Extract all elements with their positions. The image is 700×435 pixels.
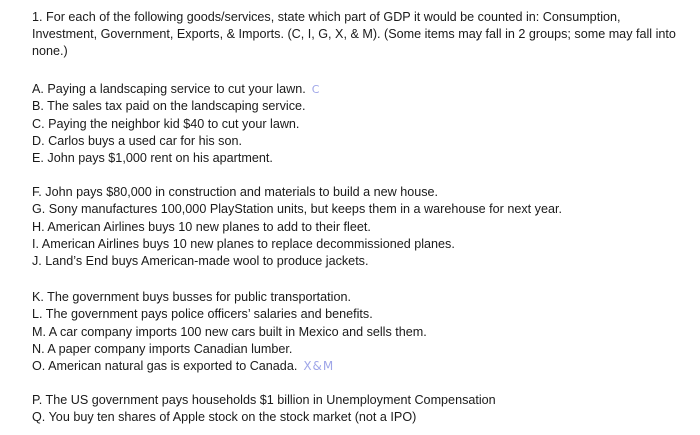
item-text: N. A paper company imports Canadian lumber. (32, 341, 293, 356)
item-group-k-o (32, 289, 427, 375)
item-text: L. The government pays police officers’ salaries and benefits. (32, 307, 373, 322)
item-text: F. John pays $80,000 in construction and materials to build a new house. (32, 185, 439, 199)
item-text: H. American Airlines buys 10 new planes to add to their fleet. (32, 219, 371, 234)
list-item (32, 358, 427, 375)
list-item (32, 201, 562, 218)
list-item (32, 219, 562, 236)
list-item (32, 253, 562, 270)
list-item (32, 392, 496, 409)
item-text: D. Carlos buys a used car for his son. (32, 133, 242, 148)
list-item (32, 324, 427, 341)
item-text: Q. You buy ten shares of Apple stock on the stock market (not a IPO) (32, 410, 417, 425)
list-item (32, 116, 319, 133)
handwritten-annotation: C (311, 83, 320, 96)
list-item (32, 98, 319, 115)
item-text: K. The government buys busses for public transportation. (32, 290, 351, 304)
list-item (32, 341, 427, 358)
item-text: I. American Airlines buys 10 new planes to replace decommissioned planes. (32, 236, 455, 251)
item-text: P. The US government pays households $1 billion in Unemployment Compensation (32, 393, 496, 407)
list-item (32, 236, 562, 253)
item-text: M. A car company imports 100 new cars built in Mexico and sells them. (32, 324, 427, 339)
handwritten-annotation: X&M (303, 359, 335, 374)
item-text: J. Land’s End buys American-made wool to produce jackets. (32, 254, 369, 269)
item-group-p-q (32, 392, 496, 427)
item-text: E. John pays $1,000 rent on his apartment. (32, 151, 273, 166)
list-item (32, 133, 319, 150)
question-prompt: 1. For each of the following goods/services, state which part of GDP it would be counted in: Consumption, Investment, Government, Exports, & Imports. (C, I, G, X, & M). (Some items may fall in 2 groups; some may fall into none.) (32, 10, 676, 58)
list-item (32, 184, 562, 201)
list-item (32, 289, 427, 306)
list-item (32, 150, 319, 167)
item-text: O. American natural gas is exported to Canada. (32, 359, 298, 374)
item-group-f-j (32, 184, 562, 270)
list-item (32, 409, 496, 426)
item-group-a-e (32, 81, 319, 167)
list-item (32, 81, 319, 98)
item-text: G. Sony manufactures 100,000 PlayStation units, but keeps them in a warehouse for next year. (32, 202, 562, 217)
list-item (32, 306, 427, 323)
item-text: C. Paying the neighbor kid $40 to cut your lawn. (32, 116, 300, 131)
item-text: A. Paying a landscaping service to cut your lawn. (32, 82, 306, 96)
item-text: B. The sales tax paid on the landscaping service. (32, 99, 306, 114)
